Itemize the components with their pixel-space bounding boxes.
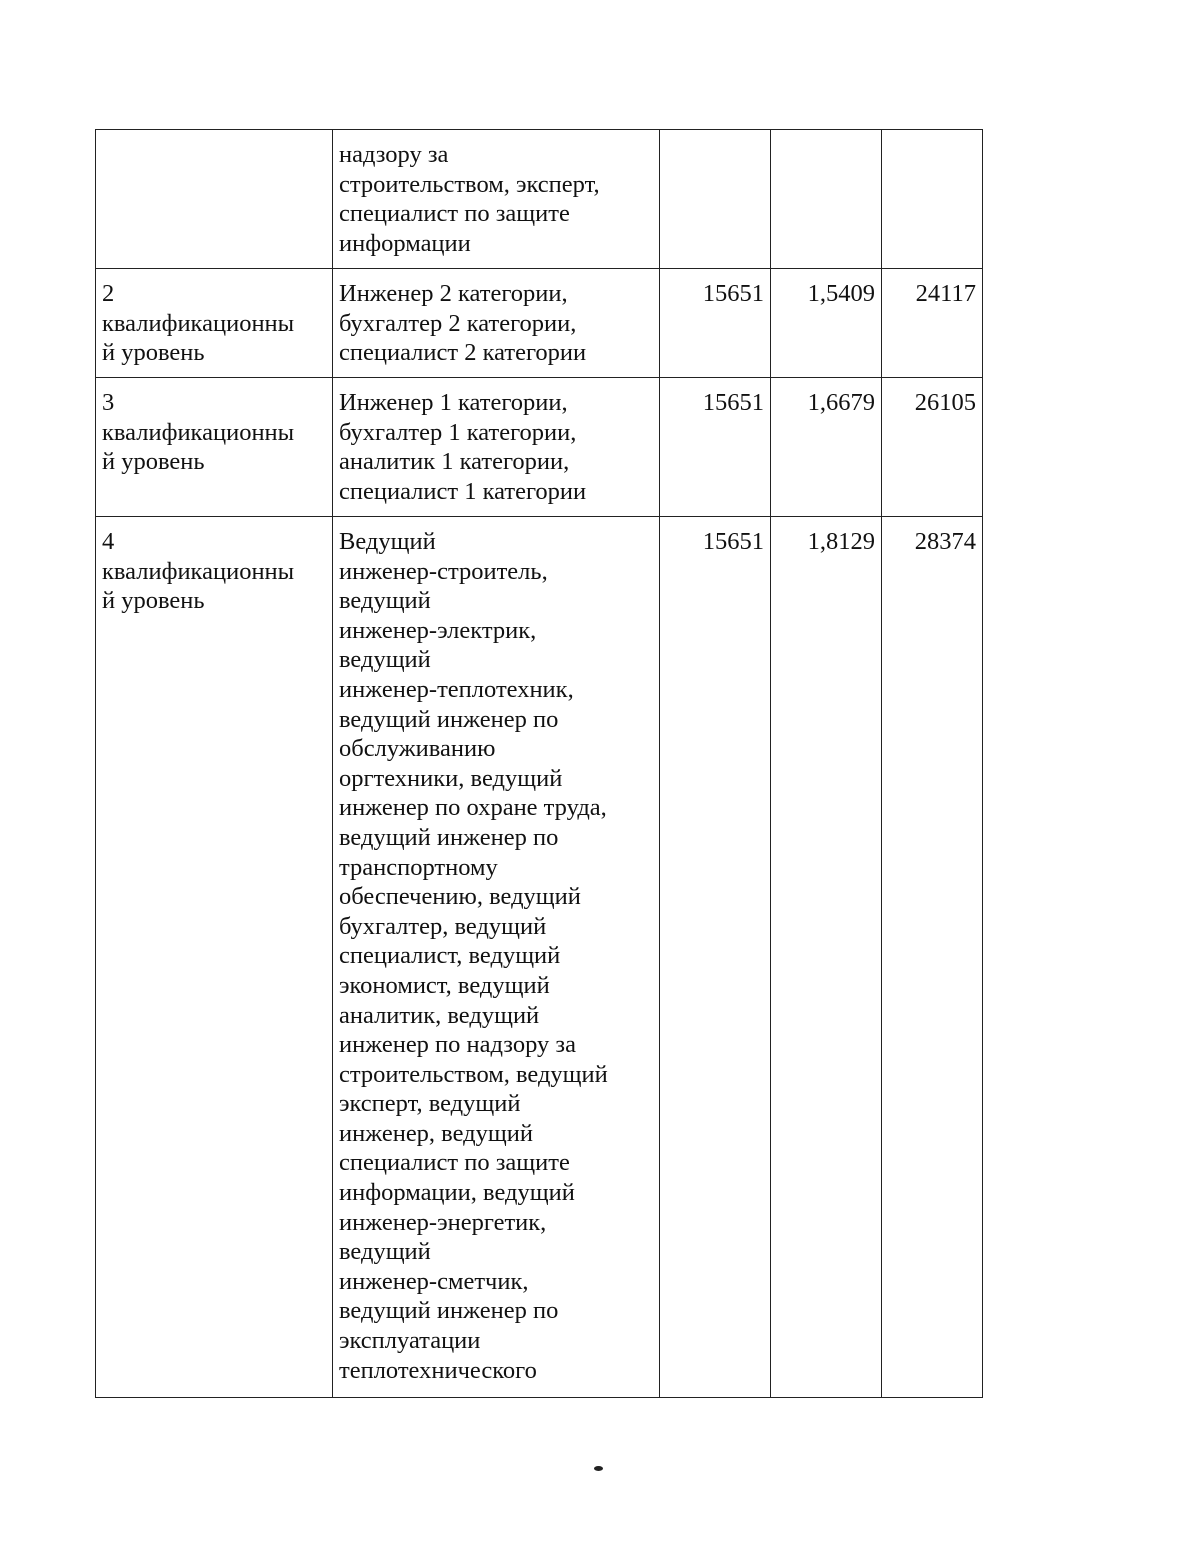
base-salary-cell: 15651 bbox=[660, 517, 771, 1398]
positions-cell: Ведущий инженер-строитель, ведущий инженер-электрик, ведущий инженер-теплотехник, ведущий инженер по обслуживанию оргтехники, ведущий инженер по охране труда, ведущий инженер по транспортному обеспечению, ведущий бухгалтер, ведущий специалист, ведущий экономист, ведущий аналитик, ведущий инженер по надзору за строительством, ведущий эксперт, ведущий инженер, ведущий специалист по защите информации, ведущий инженер-энергетик, ведущий инженер-сметчик, ведущий инженер по эксплуатации теплотехнического bbox=[333, 517, 660, 1398]
salary-cell: 24117 bbox=[882, 269, 983, 378]
table-row bbox=[96, 269, 983, 378]
qualification-level-cell: 2 квалификационны й уровень bbox=[96, 269, 333, 378]
qualification-salary-table bbox=[95, 129, 983, 1398]
coefficient-cell: 1,8129 bbox=[771, 517, 882, 1398]
table-row bbox=[96, 517, 983, 1398]
coefficient-cell: 1,5409 bbox=[771, 269, 882, 378]
scan-speck bbox=[594, 1466, 603, 1471]
table-row bbox=[96, 130, 983, 269]
positions-cell: надзору за строительством, эксперт, специалист по защите информации bbox=[333, 130, 660, 269]
positions-cell: Инженер 1 категории, бухгалтер 1 категории, аналитик 1 категории, специалист 1 категории bbox=[333, 378, 660, 517]
qualification-level-cell: 4 квалификационны й уровень bbox=[96, 517, 333, 1398]
base-salary-cell: 15651 bbox=[660, 269, 771, 378]
qualification-level-cell: 3 квалификационны й уровень bbox=[96, 378, 333, 517]
coefficient-cell bbox=[771, 130, 882, 269]
base-salary-cell bbox=[660, 130, 771, 269]
base-salary-cell: 15651 bbox=[660, 378, 771, 517]
salary-cell bbox=[882, 130, 983, 269]
coefficient-cell: 1,6679 bbox=[771, 378, 882, 517]
qualification-level-cell bbox=[96, 130, 333, 269]
table-row bbox=[96, 378, 983, 517]
salary-cell: 26105 bbox=[882, 378, 983, 517]
positions-cell: Инженер 2 категории, бухгалтер 2 категории, специалист 2 категории bbox=[333, 269, 660, 378]
salary-cell: 28374 bbox=[882, 517, 983, 1398]
